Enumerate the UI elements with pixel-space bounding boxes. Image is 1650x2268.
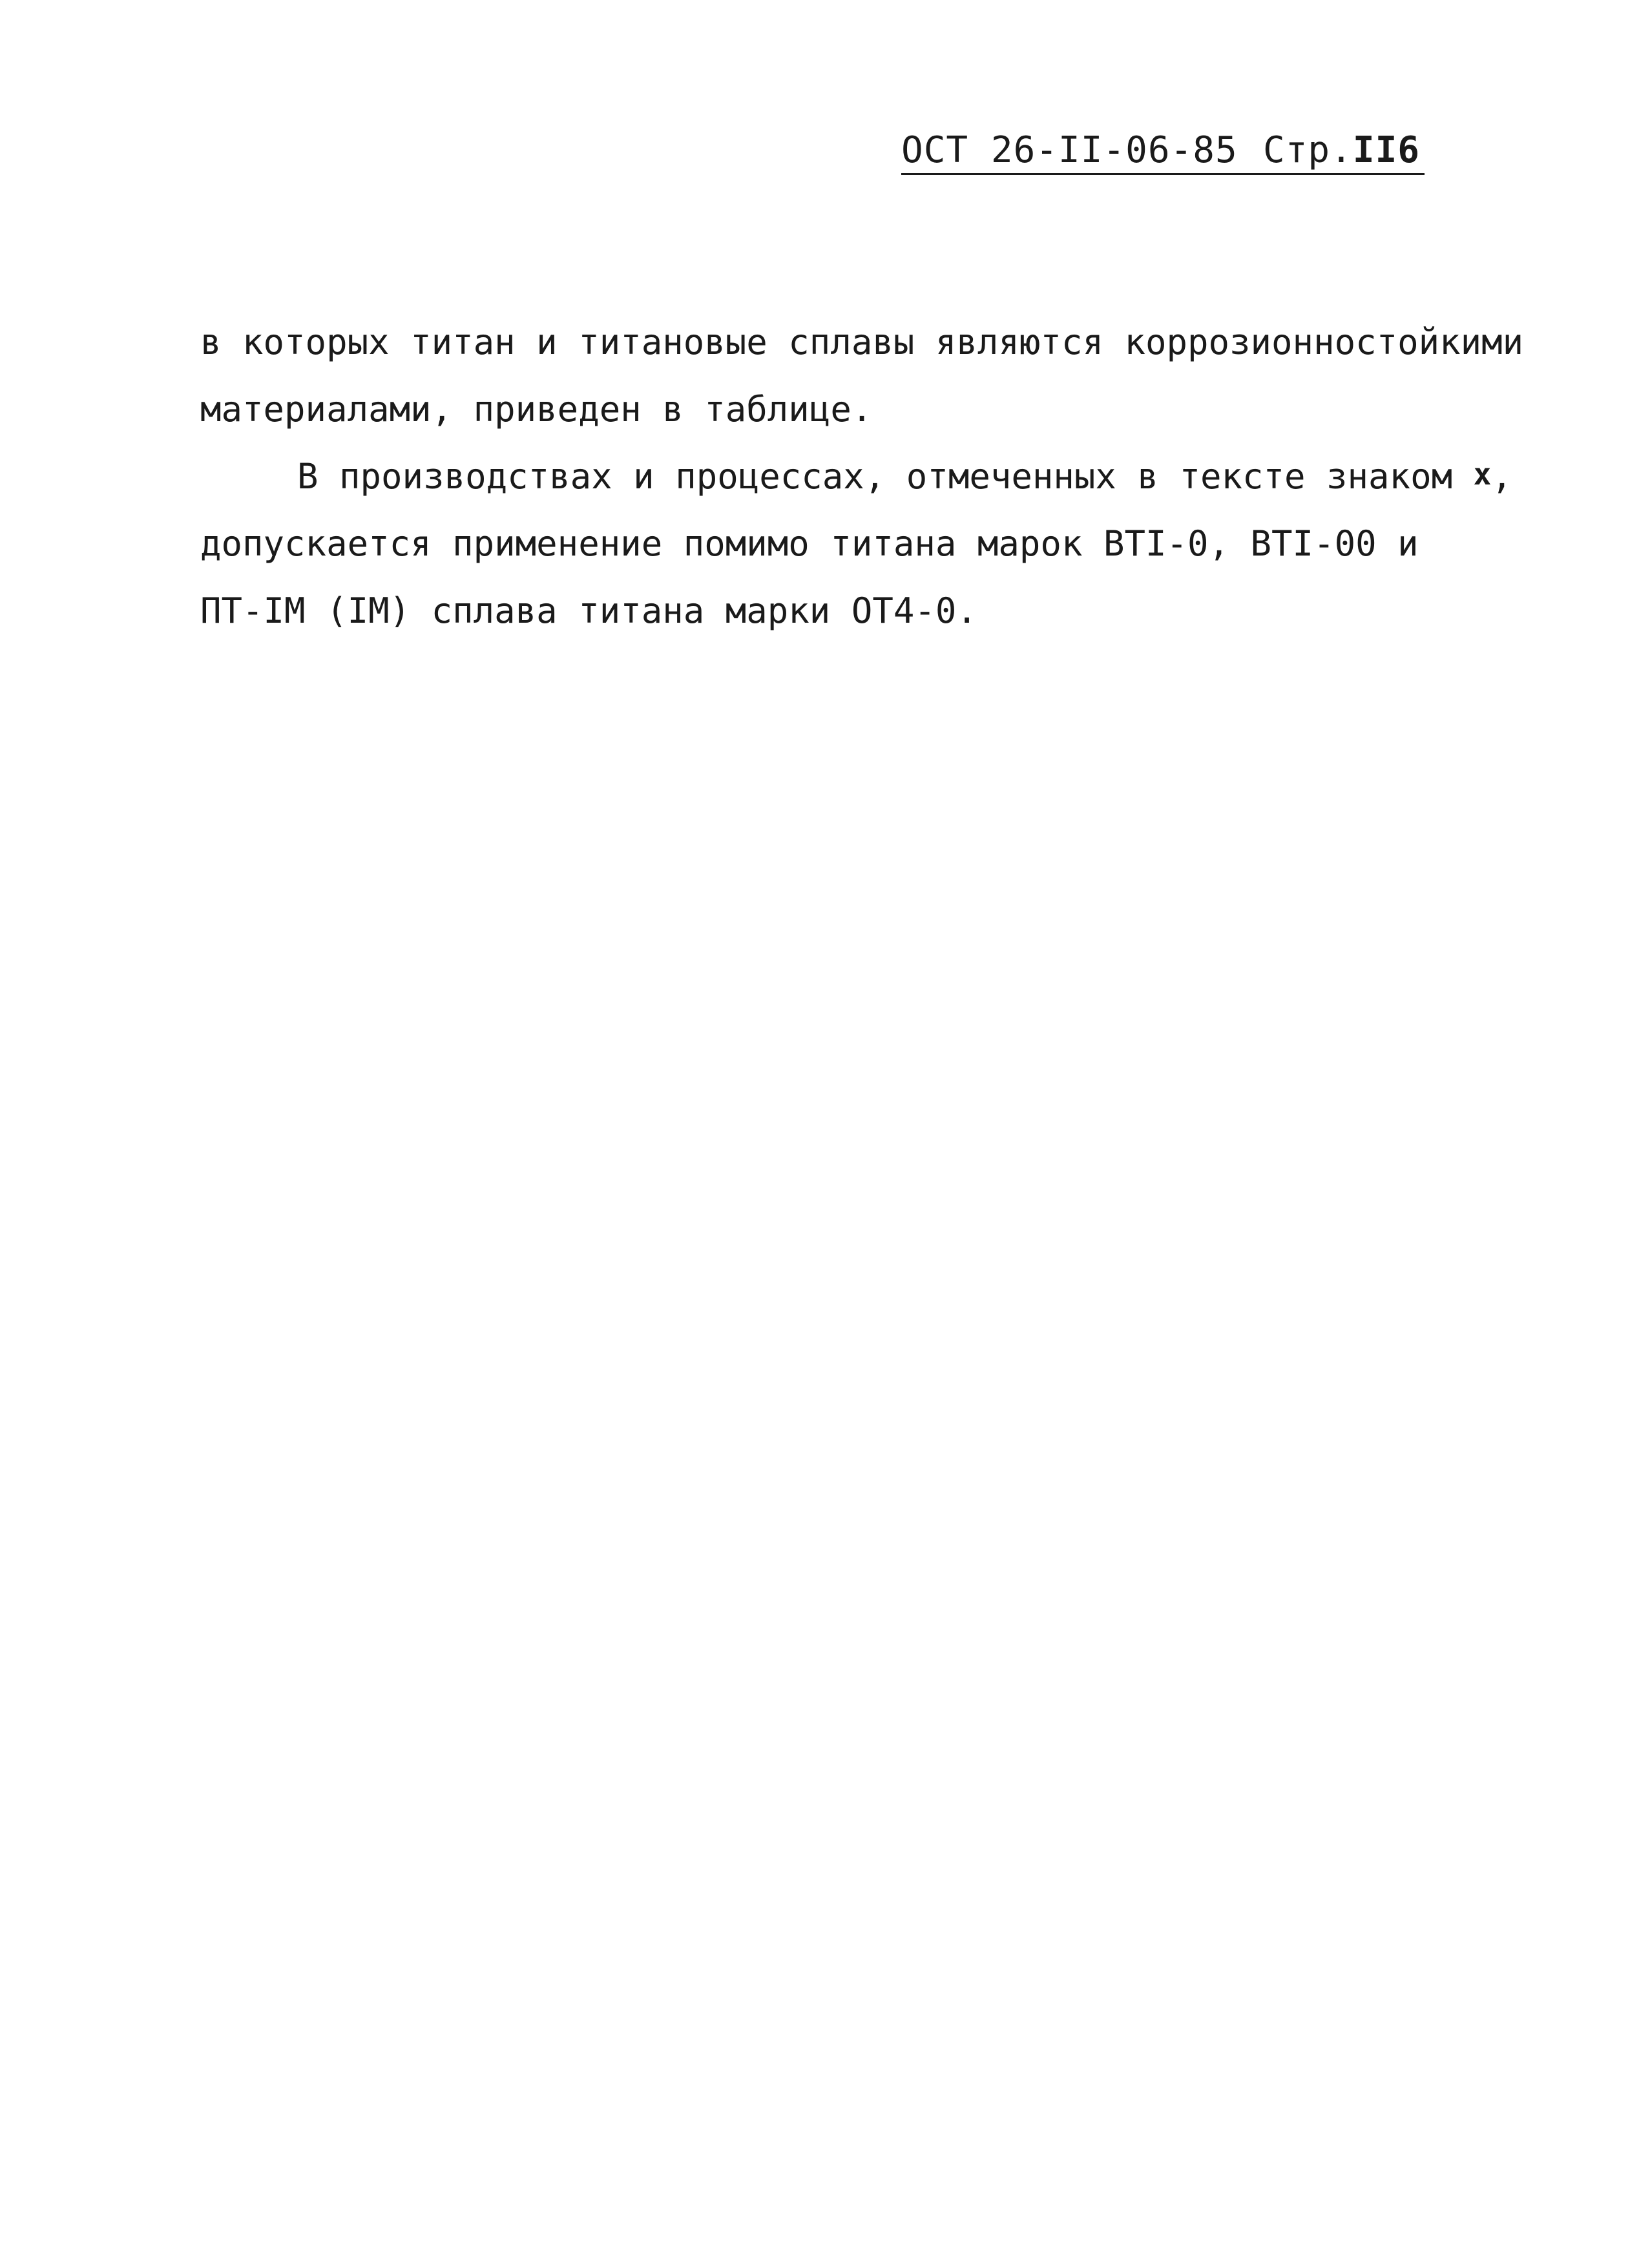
text-line-2: материалами, приведен в таблице. xyxy=(200,389,873,430)
text-line-3-end: , xyxy=(1491,456,1512,497)
text-line-3 xyxy=(200,443,1512,510)
header-underline xyxy=(901,173,1425,175)
page-number: II6 xyxy=(1352,129,1421,171)
text-line-5: ПТ-IM (IM) сплава титана марки ОТ4-0. xyxy=(200,590,977,631)
text-line-3-main: В производствах и процессах, отмеченных в тексте знаком xyxy=(297,456,1474,497)
text-line-4: допускается применение помимо титана марок BTI-0, BTI-00 и xyxy=(200,523,1419,564)
body-text xyxy=(200,309,1524,645)
text-line-1: в которых титан и титановые сплавы являются коррозионностойкими xyxy=(200,322,1524,362)
document-code: ОСТ 26-II-06-85 xyxy=(901,129,1238,171)
mark-sign-icon: x xyxy=(1473,457,1492,492)
page-label xyxy=(1263,129,1420,171)
page-label-text: Стр. xyxy=(1263,129,1353,171)
page-header xyxy=(901,129,1431,181)
